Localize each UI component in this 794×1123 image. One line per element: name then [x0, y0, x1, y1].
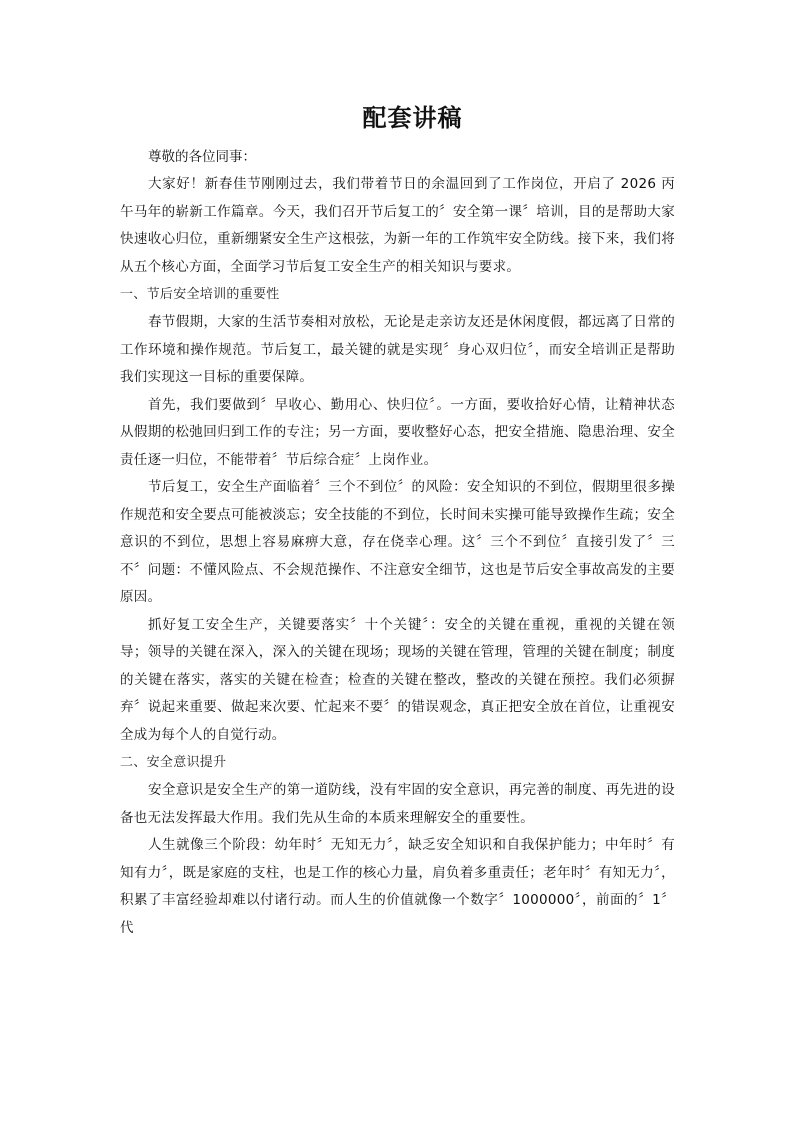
body-paragraph: 安全意识是安全生产的第一道防线，没有牢固的安全意识，再完善的制度、再先进的设备也无法发挥最大作用。我们先从生命的本质来理解安全的重要性。 — [120, 782, 675, 826]
body-paragraph: 抓好复工安全生产，关键要落实〞十个关键〞：安全的关键在重视，重视的关键在领导；领导的关键在深入，深入的关键在现场；现场的关键在管理，管理的关键在制度；制度的关键在落实，落实的关键在检查；检查的关键在整改，整改的关键在预控。我们必须摒弃〞说起来重要、做起来次要、忙起来不要〞的错误观念，真正把安全放在首位，让重视安全成为每个人的自觉行动。 — [120, 616, 675, 743]
body-paragraph: 人生就像三个阶段：幼年时〞无知无力〞，缺乏安全知识和自我保护能力；中年时〞有知有力〞，既是家庭的支柱，也是工作的核心力量，肩负着多重责任；老年时〞有知无力〞，积累了丰富经验却难以付诸行动。而人生的价值就像一个数字〞1000000〞，前面的〞1〞代 — [120, 837, 675, 936]
section-heading-1-text: 一、节后安全培训的重要性 — [120, 287, 280, 302]
body-paragraph: 首先，我们要做到〞早收心、勤用心、快归位〞。一方面，要收拾好心情，让精神状态从假期的松弛回归到工作的专注；另一方面，要收整好心态，把安全措施、隐患治理、安全责任逐一归位，不能带着〞节后综合症〞上岗作业。 — [120, 396, 675, 468]
body-paragraph: 春节假期，大家的生活节奏相对放松，无论是走亲访友还是休闲度假，都远离了日常的工作环境和操作规范。节后复工，最关键的就是实现〞身心双归位〞，而安全培训正是帮助我们实现这一目标的重要保障。 — [120, 314, 675, 385]
section-heading-2-text: 二、安全意识提升 — [120, 755, 227, 770]
section-heading-1 — [120, 281, 675, 309]
document-page — [120, 100, 675, 942]
document-title: 配套讲稿 — [362, 104, 463, 132]
intro-paragraph: 大家好！新春佳节刚刚过去，我们带着节日的余温回到了工作岗位，开启了 2026 丙午马年的崭新工作篇章。今天，我们召开节后复工的〞安全第一课〞培训，目的是帮助大家快速收心归位，重新绷紧安全生产这根弦，为新一年的工作筑牢安全防线。接下来，我们将从五个核心方面，全面学习节后复工安全生产的相关知识与要求。 — [120, 176, 675, 275]
section-heading-2 — [120, 749, 675, 777]
body-paragraph: 节后复工，安全生产面临着〞三个不到位〞的风险：安全知识的不到位，假期里很多操作规范和安全要点可能被淡忘；安全技能的不到位，长时间未实操可能导致操作生疏；安全意识的不到位，思想上容易麻痹大意，存在侥幸心理。这〞三个不到位〞直接引发了〞三不〞问题：不懂风险点、不会规范操作、不注意安全细节，这也是节后安全事故高发的主要原因。 — [120, 479, 675, 605]
salutation: 尊敬的各位同事： — [148, 149, 256, 165]
